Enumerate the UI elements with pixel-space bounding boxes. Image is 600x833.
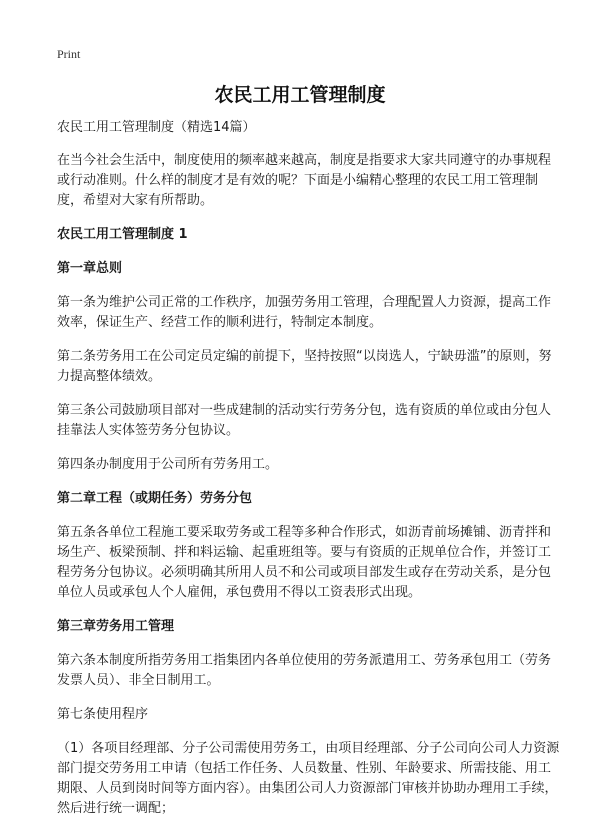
- article-7-item-1: （1）各项目经理部、分子公司需使用劳务工，由项目经理部、分子公司向公司人力资源部门提交劳务用工申请（包括工作任务、人员数量、性别、年龄要求、所需技能、用工期限、人员到岗时间等方面内容）。由集团公司人力资源部门审核并协助办理用工手续，然后进行统一调配；: [57, 741, 560, 816]
- chapter-2-heading: 第二章工程（或期任务）劳务分包: [57, 491, 253, 506]
- article-1: 第一条为维护公司正常的工作秩序，加强劳务用工管理，合理配置人力资源，提高工作效率，保证生产、经营工作的顺利进行，特制定本制度。: [57, 295, 552, 330]
- print-link[interactable]: Print: [57, 47, 81, 61]
- article-4: 第四条办制度用于公司所有劳务用工。: [57, 457, 279, 472]
- chapter-1-heading: 第一章总则: [57, 261, 123, 276]
- chapter-3-heading: 第三章劳务用工管理: [57, 619, 175, 634]
- section-title: 农民工用工管理制度 1: [57, 227, 188, 242]
- article-3: 第三条公司鼓励项目部对一些成建制的活动实行劳务分包，选有资质的单位或由分包人挂靠法人实体签劳务分包协议。: [57, 403, 552, 438]
- subtitle: 农民工用工管理制度（精选14篇）: [57, 120, 256, 135]
- article-6: 第六条本制度所指劳务用工指集团内各单位使用的劳务派遣用工、劳务承包用工（劳务发票人员）、非全日制用工。: [57, 653, 552, 688]
- intro-paragraph: 在当今社会生活中，制度使用的频率越来越高，制度是指要求大家共同遵守的办事规程或行动准则。什么样的制度才是有效的呢？下面是小编精心整理的农民工用工管理制度，希望对大家有所帮助。: [57, 153, 552, 208]
- document-body: [57, 118, 560, 833]
- article-5: 第五条各单位工程施工要采取劳务或工程等多种合作形式，如沥青前场摊铺、沥青拌和场生产、板梁预制、拌和料运输、起重班组等。要与有资质的正规单位合作，并签订工程劳务分包协议。必须明确其所用人员不和公司或项目部发生或存在劳动关系，是分包单位人员或承包人个人雇佣，承包费用不得以工资表形式出现。: [57, 525, 552, 600]
- page-title: 农民工用工管理制度: [214, 84, 386, 106]
- article-2: 第二条劳务用工在公司定员定编的前提下，坚持按照“以岗选人，宁缺毋滥”的原则，努力提高整体绩效。: [57, 349, 552, 384]
- article-7: 第七条使用程序: [57, 707, 149, 722]
